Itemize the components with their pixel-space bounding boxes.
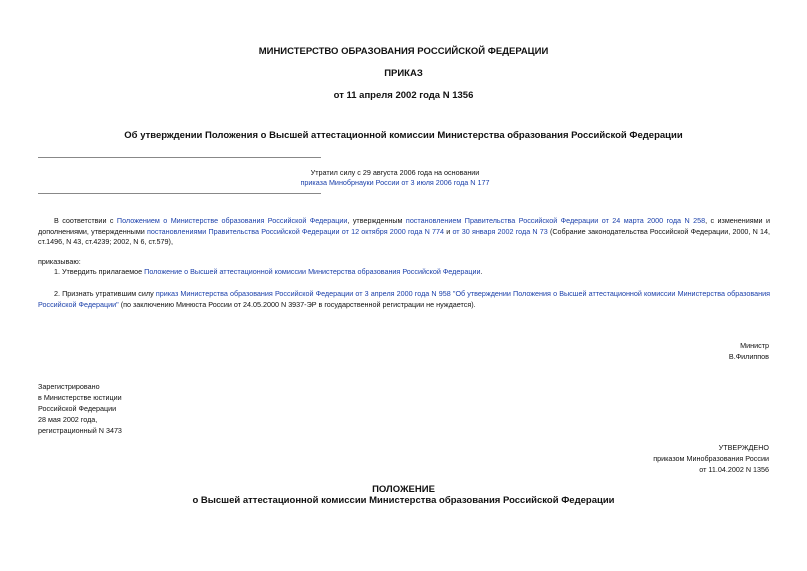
registration-line: Российской Федерации xyxy=(38,404,117,413)
item-1-text: 1. Утвердить прилагаемое xyxy=(54,267,145,276)
item-1-link[interactable]: Положение о Высшей аттестационной комиссии Министерства образования Российской Федерации xyxy=(144,267,481,276)
signature-name: В.Филиппов xyxy=(728,352,769,361)
document-title: Об утверждении Положения о Высшей аттестационной комиссии Министерства образования Российской Федерации xyxy=(124,130,683,141)
status-notice-link[interactable]: приказа Минобрнауки России от 3 июля 2006 года N 177 xyxy=(300,178,490,187)
divider-bottom xyxy=(38,193,321,194)
signature-block xyxy=(729,340,769,362)
preamble-text: , утвержденным xyxy=(347,216,406,225)
preamble-text: В соответствии с xyxy=(54,216,117,225)
status-notice xyxy=(260,168,530,188)
preamble-text: и xyxy=(444,226,453,236)
preamble-text: (Собрание законодательства Российской Федерации, 2000, N 14, ст.1496, N 43, ст.4239; 2002, N 6, ст.579), xyxy=(38,226,770,246)
item-2-text: 2. Признать утратившим силу xyxy=(54,289,156,298)
item-2-link[interactable]: приказ Министерства образования Российской Федерации от 3 апреля 2000 года N 958 "Об утверждении Положения о Высшей аттестационной комиссии Министерства образования Российской Федерации" xyxy=(38,289,770,309)
registration-line: Зарегистрировано xyxy=(38,382,100,391)
preamble-text: , с изменениями и дополнениями, утвержденными xyxy=(38,216,771,236)
item-2 xyxy=(38,289,770,310)
ministry-heading: МИНИСТЕРСТВО ОБРАЗОВАНИЯ РОССИЙСКОЙ ФЕДЕРАЦИИ xyxy=(258,46,549,57)
regulation-title: ПОЛОЖЕНИЕ xyxy=(372,484,435,495)
item-1 xyxy=(38,267,770,278)
approval-line: УТВЕРЖДЕНО xyxy=(718,443,769,452)
item-2-text: (по заключению Минюста России от 24.05.2000 N 3937-ЭР в государственной регистрации не нуждается). xyxy=(118,299,476,309)
signature-position: Министр xyxy=(740,341,769,350)
registration-line: 28 мая 2002 года, xyxy=(38,415,98,424)
status-notice-text: Утратил силу с 29 августа 2006 года на основании xyxy=(310,168,480,177)
order-word: приказываю: xyxy=(38,257,81,266)
preamble-link-regulation[interactable]: Положением о Министерстве образования Российской Федерации xyxy=(116,216,348,225)
preamble-link-decree-774[interactable]: постановлениями Правительства Российской Федерации от 12 октября 2000 года N 774 xyxy=(146,226,445,236)
registration-line: в Министерстве юстиции xyxy=(38,393,122,402)
registration-block xyxy=(38,381,122,436)
document-date-number: от 11 апреля 2002 года N 1356 xyxy=(333,90,474,101)
approval-block xyxy=(653,442,769,475)
item-1-text: . xyxy=(480,267,483,276)
regulation-subtitle: о Высшей аттестационной комиссии Министерства образования Российской Федерации xyxy=(192,495,615,506)
preamble-link-decree-73[interactable]: от 30 января 2002 года N 73 xyxy=(452,226,548,236)
approval-line: от 11.04.2002 N 1356 xyxy=(699,465,769,474)
preamble-link-decree-258[interactable]: постановлением Правительства Российской Федерации от 24 марта 2000 года N 258 xyxy=(405,216,706,225)
registration-line: регистрационный N 3473 xyxy=(38,426,122,435)
divider-top xyxy=(38,157,321,158)
document-type: ПРИКАЗ xyxy=(384,68,423,79)
approval-line: приказом Минобразования России xyxy=(653,454,769,463)
preamble-paragraph xyxy=(38,216,770,248)
